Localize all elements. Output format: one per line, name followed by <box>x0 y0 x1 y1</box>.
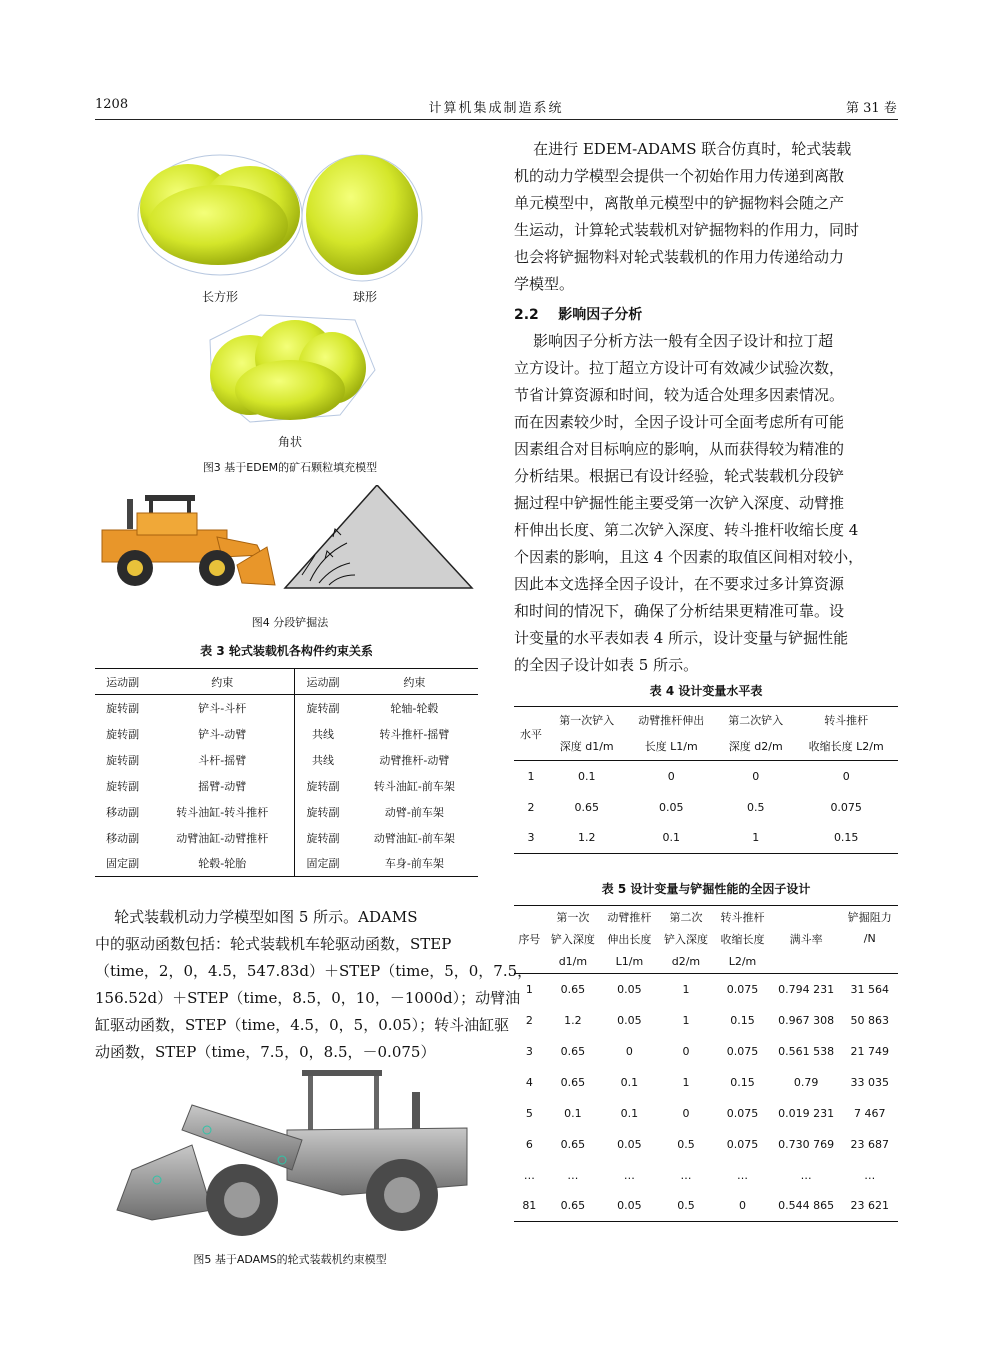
table-cell: 1 <box>752 831 760 845</box>
table-row <box>514 1129 898 1160</box>
table-cell: 0.075 <box>830 800 862 814</box>
table-cell: 0.1 <box>620 1075 639 1089</box>
table-cell: 0.05 <box>658 800 684 814</box>
table-cell: 动臂油缸-动臂推杆 <box>150 825 294 851</box>
table-row <box>514 761 898 792</box>
text-line: 156.52d）＋STEP（time，8.5，0，10，－1000d）；动臂油 <box>95 989 521 1007</box>
table-4-caption: 表 4 设计变量水平表 <box>649 684 763 698</box>
table-cell: 1.2 <box>564 1013 582 1027</box>
table-cell: 共线 <box>312 753 335 767</box>
text-line: （time，2，0，4.5，547.83d）＋STEP（time，5，0，7.5， <box>95 962 533 980</box>
table-row <box>95 773 478 799</box>
table-cell: 2 <box>527 800 535 814</box>
header-cell: 第二次铲入 <box>728 713 784 727</box>
table-cell: … <box>864 1168 876 1182</box>
table-cell: 转斗推杆-摇臂 <box>379 727 450 741</box>
table-cell: 动臂油缸-前车架 <box>373 831 455 845</box>
table-cell: 转斗油缸-前车架 <box>373 779 455 793</box>
header-cell: 铲掘阻力 <box>847 910 892 924</box>
table-cell: 0.544 865 <box>778 1199 835 1213</box>
text-line: 轮式装载机动力学模型如图 5 所示。ADAMS <box>95 908 418 926</box>
table-3 <box>95 668 478 877</box>
table-cell: 0 <box>682 1044 690 1058</box>
table-row <box>514 974 898 1005</box>
table-cell: 共线 <box>312 727 335 741</box>
table-cell: 1 <box>527 769 535 783</box>
text-line: 影响因子分析方法一般有全因子设计和拉丁超 <box>514 332 834 350</box>
table-cell: 斗杆-摇臂 <box>150 747 294 773</box>
header-cell: 第二次 <box>669 910 703 924</box>
table-3-caption: 表 3 轮式装载机各构件约束关系 <box>200 644 373 658</box>
table-cell: 1 <box>682 982 690 996</box>
table-cell: 车身-前车架 <box>384 857 444 871</box>
text-line: 中的驱动函数包括：轮式装载机车轮驱动函数，STEP <box>95 935 452 953</box>
header-cell: d1/m <box>558 954 588 968</box>
text-line: 节省计算资源和时间，较为适合处理多因素情况。 <box>514 386 845 404</box>
table-cell: 0.1 <box>662 831 680 845</box>
journal-title: 计算机集成制造系统 <box>428 101 564 116</box>
table-cell: 动臂推杆-动臂 <box>379 753 450 767</box>
table-row <box>514 823 898 854</box>
table-cell: 4 <box>525 1075 533 1089</box>
table-cell: 旋转副 <box>106 753 140 767</box>
table-cell: 旋转副 <box>306 831 340 845</box>
header-cell: 第一次 <box>556 910 590 924</box>
header-cell: 序号 <box>518 932 541 946</box>
table-4 <box>514 706 898 854</box>
table-5-header-row-2 <box>514 928 898 950</box>
text-line: 和时间的情况下，确保了分析结果更精准可靠。设 <box>514 602 845 620</box>
header-cell: 转斗推杆 <box>720 910 765 924</box>
header-cell: 深度 d2/m <box>728 740 783 754</box>
table-cell: 移动副 <box>106 805 140 819</box>
text-line: 立方设计。拉丁超立方设计可有效减少试验次数， <box>514 359 845 377</box>
text-line: 掘过程中铲掘性能主要受第一次铲入深度、动臂推 <box>514 494 845 512</box>
figure-3-particles <box>100 140 480 460</box>
table-row <box>95 747 478 773</box>
table-cell: 转斗油缸-转斗推杆 <box>150 799 294 825</box>
table-5-caption: 表 5 设计变量与铲掘性能的全因子设计 <box>601 882 811 896</box>
table-cell: 铲斗-动臂 <box>150 721 294 747</box>
table-cell: 0.794 231 <box>778 982 835 996</box>
page-number: 1208 <box>95 97 129 112</box>
table-cell: 旋转副 <box>106 701 140 715</box>
table-cell: 2 <box>525 1013 533 1027</box>
table-cell: 23 621 <box>850 1199 889 1213</box>
table-cell: … <box>623 1168 635 1182</box>
text-line: 也会将铲掘物料对轮式装载机的作用力传递给动力 <box>514 248 845 266</box>
table-cell: 7 467 <box>853 1106 886 1120</box>
table-cell: 0.730 769 <box>778 1137 835 1151</box>
table-cell: 23 687 <box>850 1137 889 1151</box>
table-cell: 81 <box>522 1199 537 1213</box>
table-cell: 轮轴-轮毂 <box>390 701 439 715</box>
table-cell: 0.65 <box>560 1044 586 1058</box>
table-3-header <box>95 669 478 695</box>
table-cell: 0.65 <box>560 982 586 996</box>
table-cell: 33 035 <box>850 1075 889 1089</box>
table-cell: 1 <box>682 1013 690 1027</box>
figure-4-segment-digging <box>97 485 477 595</box>
table-cell: 摇臂-动臂 <box>150 773 294 799</box>
table-row <box>514 1160 898 1191</box>
header-cell: 运动副 <box>106 675 140 689</box>
table-cell: 0.561 538 <box>778 1044 835 1058</box>
table-cell: 5 <box>525 1106 533 1120</box>
text-line: 学模型。 <box>514 275 575 293</box>
header-cell: d2/m <box>671 954 701 968</box>
table-cell: 0.1 <box>577 769 596 783</box>
table-cell: 0.05 <box>617 1199 642 1213</box>
section-heading: 2.2 影响因子分析 <box>514 307 643 323</box>
right-body-text-2 <box>514 328 898 679</box>
table-cell: 0.65 <box>560 1075 586 1089</box>
header-cell: 满斗率 <box>789 932 823 946</box>
text-line: 个因素的影响，且这 4 个因素的取值区间相对较小， <box>514 548 864 566</box>
header-cell: 动臂推杆伸出 <box>638 713 705 727</box>
table-cell: 6 <box>525 1137 533 1151</box>
figure-4-caption: 图4 分段铲掘法 <box>251 616 329 629</box>
text-line: 动函数，STEP（time，7.5，0，8.5，－0.075） <box>95 1043 436 1061</box>
header-cell: 运动副 <box>306 675 340 689</box>
fig3-label-rect: 长方形 <box>201 290 238 304</box>
header-cell: 约束 <box>403 675 426 689</box>
table-cell: … <box>800 1168 812 1182</box>
text-line: 杆伸出长度、第二次铲入深度、转斗推杆收缩长度 4 <box>514 521 859 539</box>
figure-3-caption: 图3 基于EDEM的矿石颗粒填充模型 <box>202 461 378 474</box>
table-cell: 0.967 308 <box>778 1013 835 1027</box>
table-5-header-row-3 <box>514 950 898 974</box>
table-cell: 0.65 <box>574 800 599 814</box>
table-cell: 固定副 <box>306 857 340 871</box>
table-cell: … <box>567 1168 579 1182</box>
loader-3d-model <box>117 1070 467 1236</box>
header-cell: 第一次铲入 <box>559 713 615 727</box>
volume: 第 31 卷 <box>846 101 897 116</box>
header-cell: 伸出长度 <box>607 932 652 946</box>
table-row <box>514 1036 898 1067</box>
table-cell: 0.5 <box>746 800 765 814</box>
header-cell: L2/m <box>728 954 757 968</box>
table-row <box>95 695 478 721</box>
table-cell: 铲斗-斗杆 <box>150 695 294 721</box>
table-row <box>95 851 478 877</box>
header-rule <box>95 119 898 120</box>
table-cell: 3 <box>527 831 535 845</box>
table-4-header-row-2 <box>514 733 898 761</box>
table-cell: … <box>523 1168 535 1182</box>
table-cell: 0.5 <box>677 1199 695 1213</box>
table-cell: 0 <box>842 769 850 783</box>
figure-5-caption: 图5 基于ADAMS的轮式装载机约束模型 <box>193 1253 387 1266</box>
table-cell: 旋转副 <box>106 779 140 793</box>
table-cell: 轮毂-轮胎 <box>150 851 294 877</box>
table-row <box>514 1191 898 1222</box>
text-line: 因素组合对目标响应的影响，从而获得较为精准的 <box>514 440 845 458</box>
table-cell: 0.05 <box>617 1137 642 1151</box>
table-row <box>95 721 478 747</box>
table-cell: 0 <box>738 1199 746 1213</box>
text-line: 分析结果。根据已有设计经验，轮式装载机分段铲 <box>514 467 845 485</box>
text-line: 缸驱动函数，STEP（time，4.5，0，5，0.05）；转斗油缸驱 <box>95 1016 510 1034</box>
table-cell: 固定副 <box>106 857 140 871</box>
table-cell: 0.075 <box>726 982 759 996</box>
text-line: 计变量的水平表如表 4 所示，设计变量与铲掘性能 <box>514 629 849 647</box>
table-cell: 0 <box>625 1044 633 1058</box>
table-row <box>95 825 478 851</box>
header-cell: L1/m <box>615 954 644 968</box>
header-cell: 动臂推杆 <box>607 910 652 924</box>
table-cell: 1 <box>525 982 533 996</box>
header-cell: /N <box>863 932 876 945</box>
header-cell: 转斗推杆 <box>824 713 869 727</box>
table-row <box>514 1098 898 1129</box>
table-4-header-row-1 <box>514 707 898 733</box>
table-cell: 50 863 <box>850 1013 889 1027</box>
table-cell: 0 <box>667 769 675 783</box>
table-cell: 0.15 <box>833 831 859 845</box>
header-cell: 收缩长度 <box>720 932 765 946</box>
header-cell: 长度 L1/m <box>644 740 698 754</box>
table-5-header-row-1 <box>514 906 898 928</box>
fig3-label-sphere: 球形 <box>352 290 377 304</box>
fig3-label-angular: 角状 <box>277 435 302 449</box>
table-cell: 0 <box>752 769 760 783</box>
header-cell: 水平 <box>514 707 548 761</box>
right-body-text-1 <box>514 136 898 298</box>
table-cell: 0.075 <box>726 1137 759 1151</box>
header-cell: 约束 <box>150 669 294 695</box>
table-row <box>95 799 478 825</box>
table-row <box>514 1005 898 1036</box>
table-cell: 移动副 <box>106 831 140 845</box>
table-cell: 31 564 <box>850 982 889 996</box>
table-cell: … <box>736 1168 748 1182</box>
table-cell: 1 <box>682 1075 690 1089</box>
table-cell: 0.075 <box>726 1106 759 1120</box>
header-cell: 铲入深度 <box>550 932 595 946</box>
table-cell: 0.075 <box>726 1044 759 1058</box>
table-cell: 0.5 <box>677 1137 695 1151</box>
header-cell: 铲入深度 <box>663 932 708 946</box>
spherical-particle <box>302 155 422 281</box>
table-cell: 0.79 <box>793 1075 819 1089</box>
figure-5-adams-model <box>112 1070 472 1240</box>
table-cell: 3 <box>525 1044 533 1058</box>
pile-wedge-diagram <box>285 485 472 588</box>
table-cell: 0.05 <box>617 1013 642 1027</box>
table-cell: 旋转副 <box>306 779 340 793</box>
table-cell: 0.65 <box>560 1199 586 1213</box>
table-cell: 1.2 <box>577 831 596 845</box>
table-cell: … <box>680 1168 692 1182</box>
text-line: 因此本文选择全因子设计，在不要求过多计算资源 <box>514 575 845 593</box>
table-row <box>514 792 898 823</box>
header-cell: 收缩长度 L2/m <box>808 740 884 754</box>
table-cell: 0 <box>682 1106 690 1120</box>
table-cell: 旋转副 <box>306 805 340 819</box>
text-line: 的全因子设计如表 5 所示。 <box>514 656 699 674</box>
table-cell: 0.05 <box>617 982 642 996</box>
table-cell: 21 749 <box>850 1044 889 1058</box>
table-cell: 0.1 <box>564 1106 582 1120</box>
text-line: 生运动，计算轮式装载机对铲掘物料的作用力，同时 <box>514 221 860 239</box>
table-cell: 0.65 <box>560 1137 586 1151</box>
table-cell: 0.1 <box>620 1106 639 1120</box>
rectangular-particle <box>138 155 302 275</box>
text-line: 单元模型中，离散单元模型中的铲掘物料会随之产 <box>514 194 845 212</box>
table-cell: 0.15 <box>730 1075 755 1089</box>
text-line: 机的动力学模型会提供一个初始作用力传递到离散 <box>514 167 845 185</box>
angular-particle <box>210 315 375 422</box>
table-cell: 旋转副 <box>306 701 340 715</box>
table-row <box>514 1067 898 1098</box>
table-cell: 旋转副 <box>106 727 140 741</box>
table-cell: 动臂-前车架 <box>384 805 444 819</box>
text-line: 在进行 EDEM-ADAMS 联合仿真时，轮式装载 <box>514 140 852 158</box>
table-cell: 0.15 <box>730 1013 755 1027</box>
table-5 <box>514 905 898 1222</box>
table-cell: 0.019 231 <box>778 1106 835 1120</box>
text-line: 而在因素较少时，全因子设计可全面考虑所有可能 <box>514 413 845 431</box>
wheel-loader-illustration <box>102 495 275 586</box>
header-cell: 深度 d1/m <box>559 740 614 754</box>
